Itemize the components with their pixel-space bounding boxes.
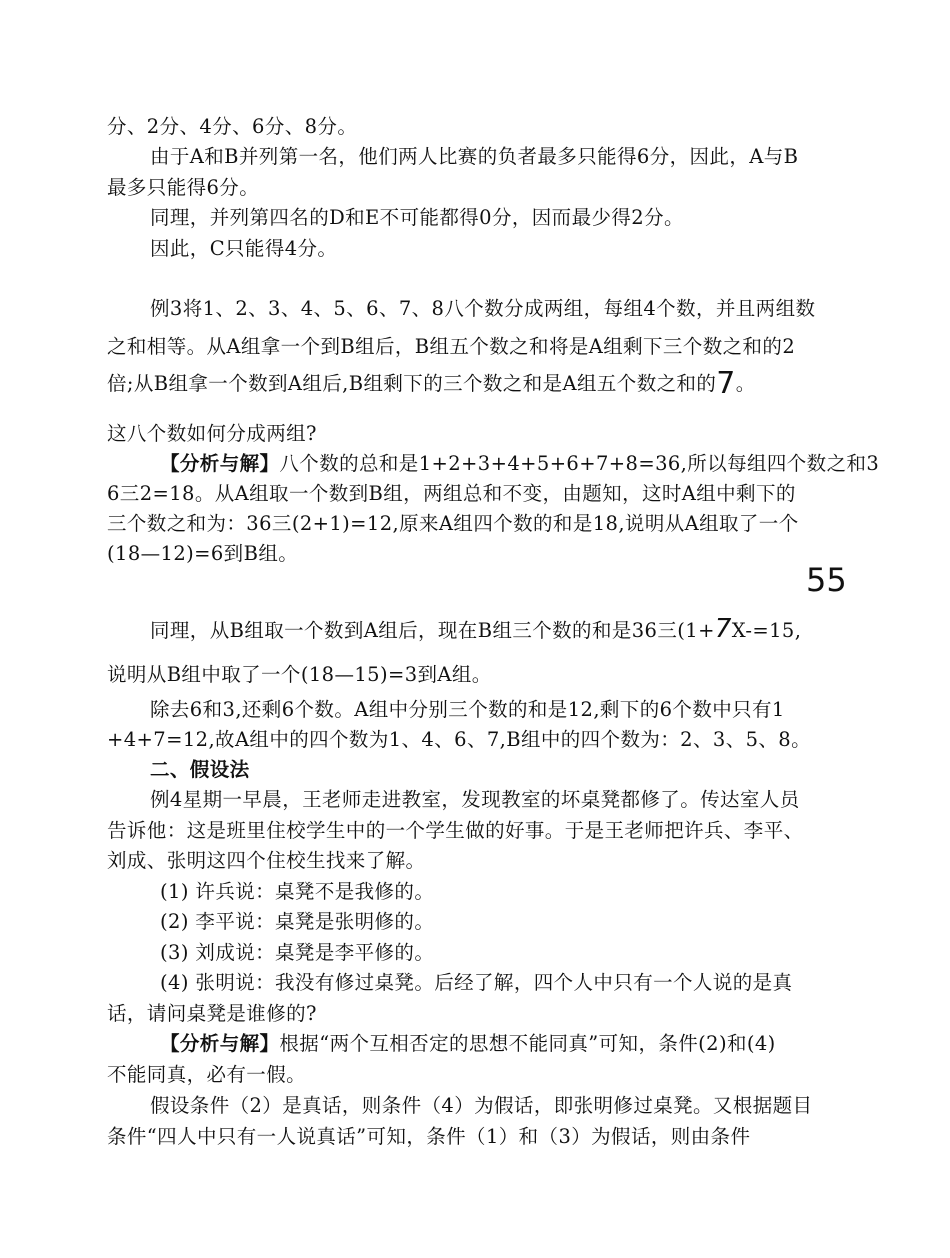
text-fragment: 根据“两个互相否定的思想不能同真”可知，条件(2)和(4)	[279, 1032, 776, 1055]
text-line: 这八个数如何分成两组?	[107, 422, 317, 445]
condition-item: (3) 刘成说：桌凳是李平修的。	[160, 941, 435, 964]
text-line: 分、2分、4分、6分、8分。	[107, 115, 358, 138]
example-3-heading-line: 例3将1、2、3、4、5、6、7、8八个数分成两组，每组4个数，并且两组数	[150, 297, 816, 320]
large-digit: 7	[714, 614, 732, 644]
text-line: 告诉他：这是班里住校学生中的一个学生做的好事。于是王老师把许兵、李平、	[107, 819, 804, 842]
text-fragment: 倍;从B组拿一个数到A组后,B组剩下的三个数之和是A组五个数之和的	[107, 372, 717, 395]
text-line: +4+7=12,故A组中的四个数为1、4、6、7,B组中的四个数为：2、3、5、8。	[107, 728, 812, 751]
text-line: (18—12)=6到B组。	[107, 542, 299, 565]
analysis-label: 【分析与解】	[160, 452, 280, 475]
text-line: 条件“四人中只有一人说真话”可知，条件（1）和（3）为假话，则由条件	[107, 1125, 751, 1148]
text-line	[107, 366, 756, 401]
text-fragment: 。	[735, 372, 756, 395]
section-heading: 二、假设法	[150, 758, 250, 781]
text-line: 话，请问桌凳是谁修的?	[107, 1002, 317, 1025]
condition-item: (2) 李平说：桌凳是张明修的。	[160, 910, 435, 933]
condition-item: (4) 张明说：我没有修过桌凳。后经了解，四个人中只有一个人说的是真	[160, 971, 793, 994]
page-number: 55	[806, 561, 847, 599]
analysis-line	[160, 451, 879, 477]
text-line: 因此，C只能得4分。	[150, 237, 338, 260]
text-fragment: 同理，从B组取一个数到A组后，现在B组三个数的和是36三(1+	[150, 619, 715, 642]
example-4-heading-line: 例4星期一早晨，王老师走进教室，发现教室的坏桌凳都修了。传达室人员	[150, 788, 800, 811]
text-line: 除去6和3,还剩6个数。A组中分别三个数的和是12,剩下的6个数中只有1	[150, 698, 785, 721]
text-fragment: 八个数的总和是1+2+3+4+5+6+7+8=36,所以每组四个数之和3	[279, 452, 880, 475]
text-line: 不能同真，必有一假。	[107, 1063, 307, 1086]
text-line: 三个数之和为：36三(2+1)=12,原来A组四个数的和是18,说明从A组取了一个	[107, 512, 799, 535]
analysis-label: 【分析与解】	[160, 1032, 280, 1055]
text-line: 最多只能得6分。	[107, 176, 260, 199]
text-line: 6三2=18。从A组取一个数到B组，两组总和不变，由题知，这时A组中剩下的	[107, 482, 796, 505]
text-line: 同理，并列第四名的D和E不可能都得0分，因而最少得2分。	[150, 206, 684, 229]
text-line: 假设条件（2）是真话，则条件（4）为假话，即张明修过桌凳。又根据题目	[150, 1094, 813, 1117]
analysis-line	[160, 1031, 776, 1057]
text-line: 由于A和B并列第一名，他们两人比赛的负者最多只能得6分，因此，A与B	[150, 145, 799, 168]
condition-item: (1) 许兵说：桌凳不是我修的。	[160, 880, 435, 903]
text-fragment: X-=15,	[731, 619, 802, 642]
text-line: 之和相等。从A组拿一个到B组后，B组五个数之和将是A组剩下三个数之和的2	[107, 335, 796, 358]
text-line: 说明从B组中取了一个(18—15)=3到A组。	[107, 663, 492, 686]
text-line: 刘成、张明这四个住校生找来了解。	[107, 849, 426, 872]
large-digit: 7	[716, 366, 736, 401]
text-line	[150, 616, 801, 644]
